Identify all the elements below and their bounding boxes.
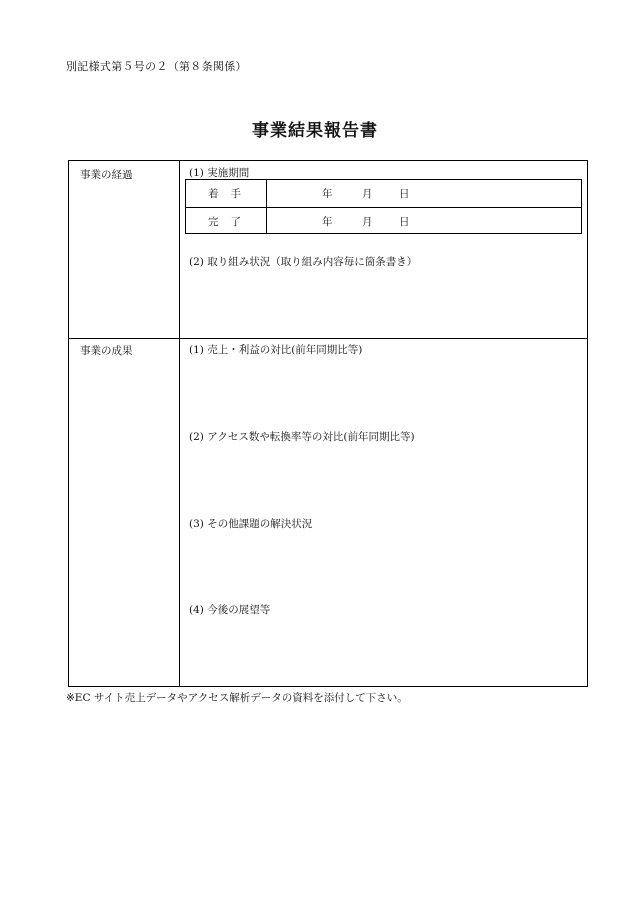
results-item-access-conversion: (2) アクセス数や転換率等の対比(前年同期比等) <box>189 431 415 443</box>
start-day-unit: 日 <box>399 188 410 200</box>
period-row-start <box>186 180 581 207</box>
results-item-sales-profit: (1) 売上・利益の対比(前年同期比等) <box>189 344 363 356</box>
start-month-unit: 月 <box>362 188 373 200</box>
progress-section-label: 事業の経過 <box>80 169 133 181</box>
start-year-unit: 年 <box>322 188 333 200</box>
label-column-divider <box>179 161 180 686</box>
section-divider <box>69 338 587 339</box>
results-section-label: 事業の成果 <box>80 345 133 357</box>
attachment-footnote: ※EC サイト売上データやアクセス解析データの資料を添付して下さい。 <box>66 692 408 704</box>
results-item-other-issues: (3) その他課題の解決状況 <box>189 518 313 530</box>
initiatives-heading: (2) 取り組み状況（取り組み内容毎に箇条書き） <box>189 256 418 268</box>
results-item-outlook: (4) 今後の展望等 <box>189 604 271 616</box>
period-label-end: 完了 <box>208 216 253 228</box>
document-title: 事業結果報告書 <box>252 121 378 141</box>
end-month-unit: 月 <box>362 216 373 228</box>
report-table <box>68 160 588 687</box>
end-year-unit: 年 <box>322 216 333 228</box>
end-day-unit: 日 <box>399 216 410 228</box>
period-table <box>185 179 582 234</box>
period-label-start: 着手 <box>208 188 253 200</box>
implementation-period-heading: (1) 実施期間 <box>189 167 250 179</box>
period-row-end <box>186 207 581 235</box>
form-reference: 別記様式第５号の２（第８条関係） <box>66 60 247 73</box>
